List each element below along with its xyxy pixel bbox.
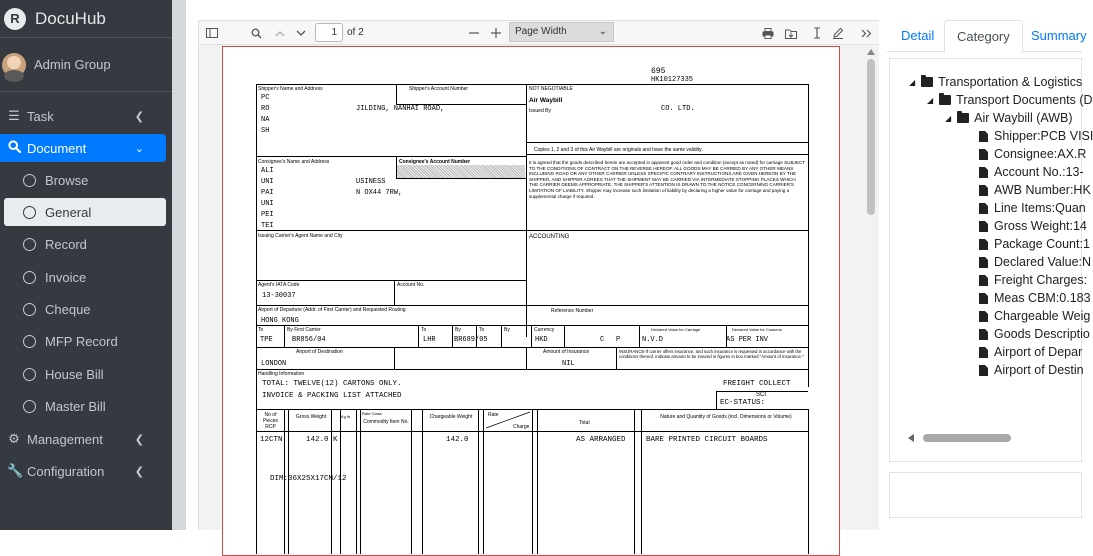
expanded-icon[interactable]: ◢: [945, 113, 952, 123]
insurance-header: Amount of Insurance: [543, 349, 590, 355]
pdf-scrollbar[interactable]: [866, 46, 876, 531]
zoom-out-icon[interactable]: [467, 25, 481, 41]
folder-icon: [939, 95, 951, 105]
file-icon: [979, 347, 988, 358]
circle-icon: [23, 174, 36, 187]
file-icon: [979, 239, 988, 250]
content-gutter: [172, 0, 186, 530]
consignee-business: USINESS: [356, 178, 386, 186]
tree-leaf-label: Chargeable Weig: [994, 309, 1091, 323]
sidebar-subitem-label: Master Bill: [45, 399, 106, 415]
dimensions: DIM:36X25X17CM/12: [270, 475, 347, 483]
file-icon: [979, 221, 988, 232]
flight-2: BR689/05: [454, 336, 488, 344]
total-value: AS ARRANGED: [576, 436, 626, 444]
sidebar-item-management[interactable]: [0, 425, 166, 453]
detail-box: [889, 472, 1082, 518]
tree-node-level2[interactable]: [927, 91, 1093, 109]
sidebar-subitem-master-bill[interactable]: [4, 393, 166, 421]
sidebar-subitem-browse[interactable]: [4, 166, 166, 194]
file-icon: [979, 149, 988, 160]
sidebar-item-document[interactable]: [0, 134, 166, 162]
file-icon: [979, 311, 988, 322]
tree-leaf[interactable]: [979, 217, 1087, 235]
col-gross-weight: Gross Weight: [295, 414, 327, 420]
declared-customs-header: Declared Value for Customs: [732, 327, 782, 332]
sidebar-item-task[interactable]: [0, 102, 166, 130]
tree-leaf[interactable]: [979, 199, 1086, 217]
user-panel[interactable]: [0, 38, 172, 92]
tree-leaf-label: Gross Weight:14: [994, 219, 1087, 233]
ec-status: EC-STATUS:: [720, 399, 766, 407]
brand-name: DocuHub: [35, 8, 106, 28]
awb-number: HK10127335: [651, 76, 694, 84]
consignee-line: UNI: [261, 200, 274, 208]
chargeable-weight-value: 142.0: [446, 436, 469, 444]
tree-leaf-label: Shipper:PCB VISI: [994, 129, 1093, 143]
departure-airport: HONG KONG: [261, 317, 299, 325]
tree-leaf[interactable]: [979, 343, 1082, 361]
tree-node-label: Transport Documents (D: [956, 93, 1093, 107]
agent-header: Issuing Carrier's Agent Name and City: [258, 233, 343, 239]
sidebar-toggle-icon[interactable]: [205, 25, 219, 41]
circle-icon: [23, 271, 36, 284]
not-negotiable-label: NOT NEGOTIABLE: [529, 86, 573, 92]
chevron-left-icon: ❮: [134, 465, 144, 478]
scrollbar-thumb[interactable]: [867, 59, 875, 215]
sidebar-subitem-label: Record: [45, 237, 87, 253]
sidebar-item-label: Configuration: [27, 463, 105, 479]
avatar: [2, 53, 26, 77]
circle-icon: [23, 206, 36, 219]
tree-leaf-label: Meas CBM:0.183: [994, 291, 1091, 305]
conditions-text: It is agreed that the goods described herein are accepted in apparent good order and condition (except as noted) for carriage SUBJECT TO THE CONDITIONS OF CONTRACT ON THE REVERSE HEREOF. ALL GOODS MAY BE CARRIED BY ANY OTHER MEANS INCLUDING ROAD OR ANY OTHER CARRIER UNLESS SPECIFIC CONTRARY INSTRUCTIONS ARE GIVEN HEREON BY THE SHIPPER, AND SHIPPER AGREES THAT THE SHIPMENT MAY BE CARRIED VIA INTERMEDIATE STOPPING PLACES WHICH THE CARRIER DEEMS APPROPRIATE. THE SHIPPER'S ATTENTION IS DRAWN TO THE NOTICE CONCERNING CARRIER'S LIMITATION OF LIABILITY. Shipper may increase such limitation of liability by declaring a higher value for carriage and paying a supplemental charge if required.: [529, 160, 805, 199]
file-icon: [979, 257, 988, 268]
circle-icon: [23, 400, 36, 413]
text-cursor-icon[interactable]: [810, 25, 824, 41]
tree-leaf[interactable]: [979, 163, 1084, 181]
tree-leaf[interactable]: [979, 361, 1084, 379]
sidebar-subitem-label: MFP Record: [45, 334, 118, 350]
handling-line-2: INVOICE & PACKING LIST ATTACHED: [262, 392, 402, 400]
file-icon: [979, 185, 988, 196]
declared-carriage-value: N.V.D: [642, 336, 664, 344]
file-icon: [979, 167, 988, 178]
print-icon[interactable]: [761, 25, 775, 41]
shipper-account-header: Shipper's Account Number: [409, 86, 469, 92]
sci-label: SCI: [756, 392, 767, 398]
goods-description: BARE PRINTED CIRCUIT BOARDS: [646, 436, 768, 444]
circle-icon: [23, 238, 36, 251]
tree-leaf-label: Line Items:Quan: [994, 201, 1086, 215]
consignee-header: Consignee's Name and Address: [258, 159, 330, 165]
consignee-line: ALI: [261, 167, 274, 175]
pdf-viewer: [198, 20, 879, 530]
destination-header: Airport of Destination: [296, 349, 343, 355]
sidebar-subitem-cheque[interactable]: [4, 296, 166, 324]
category-tree: [889, 58, 1093, 462]
tree-leaf[interactable]: [979, 145, 1086, 163]
tree-leaf-label: Airport of Destin: [994, 363, 1084, 377]
tree-leaf[interactable]: [979, 235, 1090, 253]
consignee-account-header: Consignee's Account Number: [399, 159, 471, 165]
page-number-input[interactable]: 1: [315, 23, 343, 42]
tree-leaf-label: Goods Descriptio: [994, 327, 1090, 341]
expanded-icon[interactable]: ◢: [927, 95, 934, 105]
scroll-up-icon[interactable]: [867, 49, 875, 55]
col-pieces: No of Pieces RCP: [262, 412, 278, 430]
sidebar-subitem-label: Invoice: [45, 269, 87, 285]
tree-node-label: Air Waybill (AWB): [974, 111, 1073, 125]
shipper-header: Shipper's Name and Address: [258, 86, 323, 92]
file-icon: [979, 293, 988, 304]
shipper-address: JILDING, NANHAI ROAD,: [356, 105, 445, 113]
route-from: TPE: [260, 336, 273, 344]
tree-leaf-label: Account No.:13-: [994, 165, 1084, 179]
accounting-label: ACCOUNTING: [529, 234, 570, 240]
sidebar-subitem-invoice[interactable]: [4, 263, 166, 291]
insurance-value: NIL: [562, 360, 575, 368]
double-chevron-right-icon[interactable]: [859, 25, 873, 41]
circle-icon: [23, 335, 36, 348]
consignee-line: PAI: [261, 189, 274, 197]
circle-icon: [23, 303, 36, 316]
search-icon[interactable]: [249, 25, 263, 41]
chevron-up-icon[interactable]: [273, 25, 287, 41]
iata-code-header: Agent's IATA Code: [258, 282, 300, 288]
zoom-in-icon[interactable]: [489, 25, 503, 41]
expanded-icon[interactable]: ◢: [909, 77, 916, 87]
scroll-left-icon[interactable]: [908, 434, 914, 442]
right-panel: [887, 20, 1093, 530]
issued-by-label: Issued By: [529, 108, 551, 114]
tree-leaf[interactable]: [979, 253, 1091, 271]
sidebar-subitem-label: House Bill: [45, 366, 104, 382]
col-kg-lb: Kg lb: [341, 414, 351, 419]
chevron-down-icon[interactable]: [294, 25, 308, 41]
file-icon: [979, 365, 988, 376]
zoom-select[interactable]: [509, 22, 614, 42]
col-nature-goods: Nature and Quantity of Goods (incl. Dimensions or Volume): [660, 414, 792, 420]
tree-leaf-label: Airport of Depar: [994, 345, 1083, 359]
folder-icon: [957, 113, 969, 123]
handling-header: Handling Information: [258, 371, 305, 377]
departure-header: Airport of Departure (Addr. of First Carrier) and Requested Routing: [258, 307, 406, 313]
col-rate-class: Rate Class: [362, 411, 382, 416]
sidebar-item-label: Document: [27, 140, 87, 156]
sidebar-subitem-mfp-record[interactable]: [4, 328, 166, 356]
by-label: By: [455, 327, 461, 333]
brand[interactable]: [0, 0, 172, 38]
search-icon: [7, 140, 21, 156]
air-waybill-document: [256, 67, 811, 554]
sidebar-subitem-label: Browse: [45, 172, 89, 188]
consignee-line: TEI: [261, 222, 274, 230]
col-rate: Rate: [488, 412, 499, 418]
scrollbar-thumb[interactable]: [923, 434, 1011, 442]
folder-icon: [921, 77, 933, 87]
air-waybill-title: Air Waybill: [529, 97, 563, 104]
chevron-down-icon: ⌄: [598, 26, 607, 37]
col-chargeable-weight: Chargeable Weight: [429, 414, 473, 420]
draw-icon[interactable]: [831, 25, 845, 41]
tree-horizontal-scrollbar[interactable]: [908, 433, 1088, 443]
flight-1: BR856/04: [292, 336, 326, 344]
consignee-line: PEI: [261, 211, 274, 219]
tree-leaf-label: Consignee:AX.R: [994, 147, 1087, 161]
tree-leaf-label: Declared Value:N: [994, 255, 1092, 269]
tree-leaf[interactable]: [979, 271, 1087, 289]
col-total: Total: [579, 420, 590, 426]
shipper-line: NA: [261, 116, 270, 124]
freight-terms: FREIGHT COLLECT: [723, 380, 791, 388]
to-label: To: [421, 327, 427, 333]
tree-leaf[interactable]: [979, 289, 1091, 307]
tab-category[interactable]: Category: [944, 20, 1023, 53]
file-icon: [979, 275, 988, 286]
currency-header: Currency: [534, 327, 555, 333]
to-label: To: [258, 327, 264, 333]
file-icon: [979, 329, 988, 340]
page-count: of 2: [347, 27, 364, 38]
pdf-toolbar: [199, 21, 879, 45]
tree-leaf-label: AWB Number:HK: [994, 183, 1091, 197]
declared-carriage-header: Declared Value for Carriage: [651, 327, 701, 332]
by-first-carrier-label: By First Carrier: [287, 327, 321, 333]
handling-line-1: TOTAL: TWELVE(12) CARTONS ONLY.: [262, 380, 402, 388]
download-icon[interactable]: [784, 25, 798, 41]
list-icon: ☰: [8, 108, 20, 123]
chevron-left-icon: ❮: [134, 110, 144, 123]
tree-leaf[interactable]: [979, 181, 1091, 199]
insurance-note: INSURANCE-If carrier offers insurance, and such insurance is requested in accordance with the conditions thereof, indicate amount to be insured in figures in box marked "Amount of Insurance.": [619, 349, 804, 360]
col-charge: Charge: [513, 424, 530, 430]
consignee-postcode: N OX44 7RW,: [356, 189, 403, 197]
sidebar-subitem-record[interactable]: [4, 231, 166, 259]
tree-leaf[interactable]: [979, 325, 1090, 343]
gross-weight-value: 142.0: [306, 436, 329, 444]
tree-leaf[interactable]: [979, 307, 1090, 325]
destination-airport: LONDON: [261, 360, 287, 368]
tree-node-level3[interactable]: [945, 109, 1073, 127]
copies-note: Copies 1, 2 and 3 of this Air Waybill are originals and have the same validity.: [534, 147, 703, 153]
to-label: To: [479, 327, 485, 333]
tree-node-label: Transportation & Logistics: [938, 75, 1083, 89]
sidebar-subitem-general[interactable]: [4, 198, 166, 226]
shipper-line: SH: [261, 127, 270, 135]
account-no-header: Account No.: [397, 282, 425, 288]
weight-unit: K: [333, 436, 338, 444]
tree-node-level1[interactable]: [909, 73, 1082, 91]
gear-icon: ⚙: [8, 431, 20, 447]
consignee-line: UNI: [261, 178, 274, 186]
chevron-left-icon: ❮: [134, 433, 144, 446]
pdf-page: [222, 46, 840, 556]
tree-leaf[interactable]: [979, 127, 1093, 145]
shipper-line: PC: [261, 94, 270, 102]
file-icon: [979, 131, 988, 142]
awb-number-prefix: 695: [651, 67, 666, 76]
chevron-down-icon: ⌄: [134, 142, 144, 155]
sidebar-subitem-label: General: [45, 204, 92, 220]
reference-header: Reference Number: [551, 308, 594, 314]
currency-value: HKD: [535, 336, 548, 344]
route-to-2: LHR: [423, 336, 436, 344]
declared-customs-value: AS PER INV: [726, 336, 769, 344]
tree-leaf-label: Freight Charges:: [994, 273, 1088, 287]
circle-icon: [23, 368, 36, 381]
sidebar-item-configuration[interactable]: [0, 457, 166, 485]
pieces-value: 12CTN: [260, 436, 283, 444]
sidebar-subitem-house-bill[interactable]: [4, 360, 166, 388]
sidebar-subitem-label: Cheque: [45, 302, 91, 318]
iata-code: 13-30037: [262, 292, 296, 300]
tab-detail[interactable]: Detail: [901, 28, 935, 43]
sidebar-nav: [0, 92, 172, 485]
brand-logo-icon: R: [4, 8, 26, 30]
sidebar: [0, 0, 172, 530]
other-value: P: [616, 336, 621, 344]
zoom-select-value: Page Width: [515, 26, 567, 37]
sidebar-item-label: Management: [27, 431, 103, 447]
user-name: Admin Group: [34, 57, 111, 72]
tree-leaf-label: Package Count:1: [994, 237, 1090, 251]
sidebar-item-label: Task: [27, 108, 54, 124]
issuer-name: CO. LTD.: [661, 105, 695, 113]
wt-val-value: C: [600, 336, 605, 344]
by-label: By: [504, 327, 510, 333]
wrench-icon: 🔧: [7, 463, 24, 479]
col-commodity: Commodity Item No.: [363, 419, 409, 425]
shipper-line: RO: [261, 105, 270, 113]
file-icon: [979, 203, 988, 214]
pdf-page-area[interactable]: [199, 46, 864, 531]
panel-tabs: [887, 20, 1087, 52]
tab-summary[interactable]: Summary: [1031, 28, 1087, 43]
